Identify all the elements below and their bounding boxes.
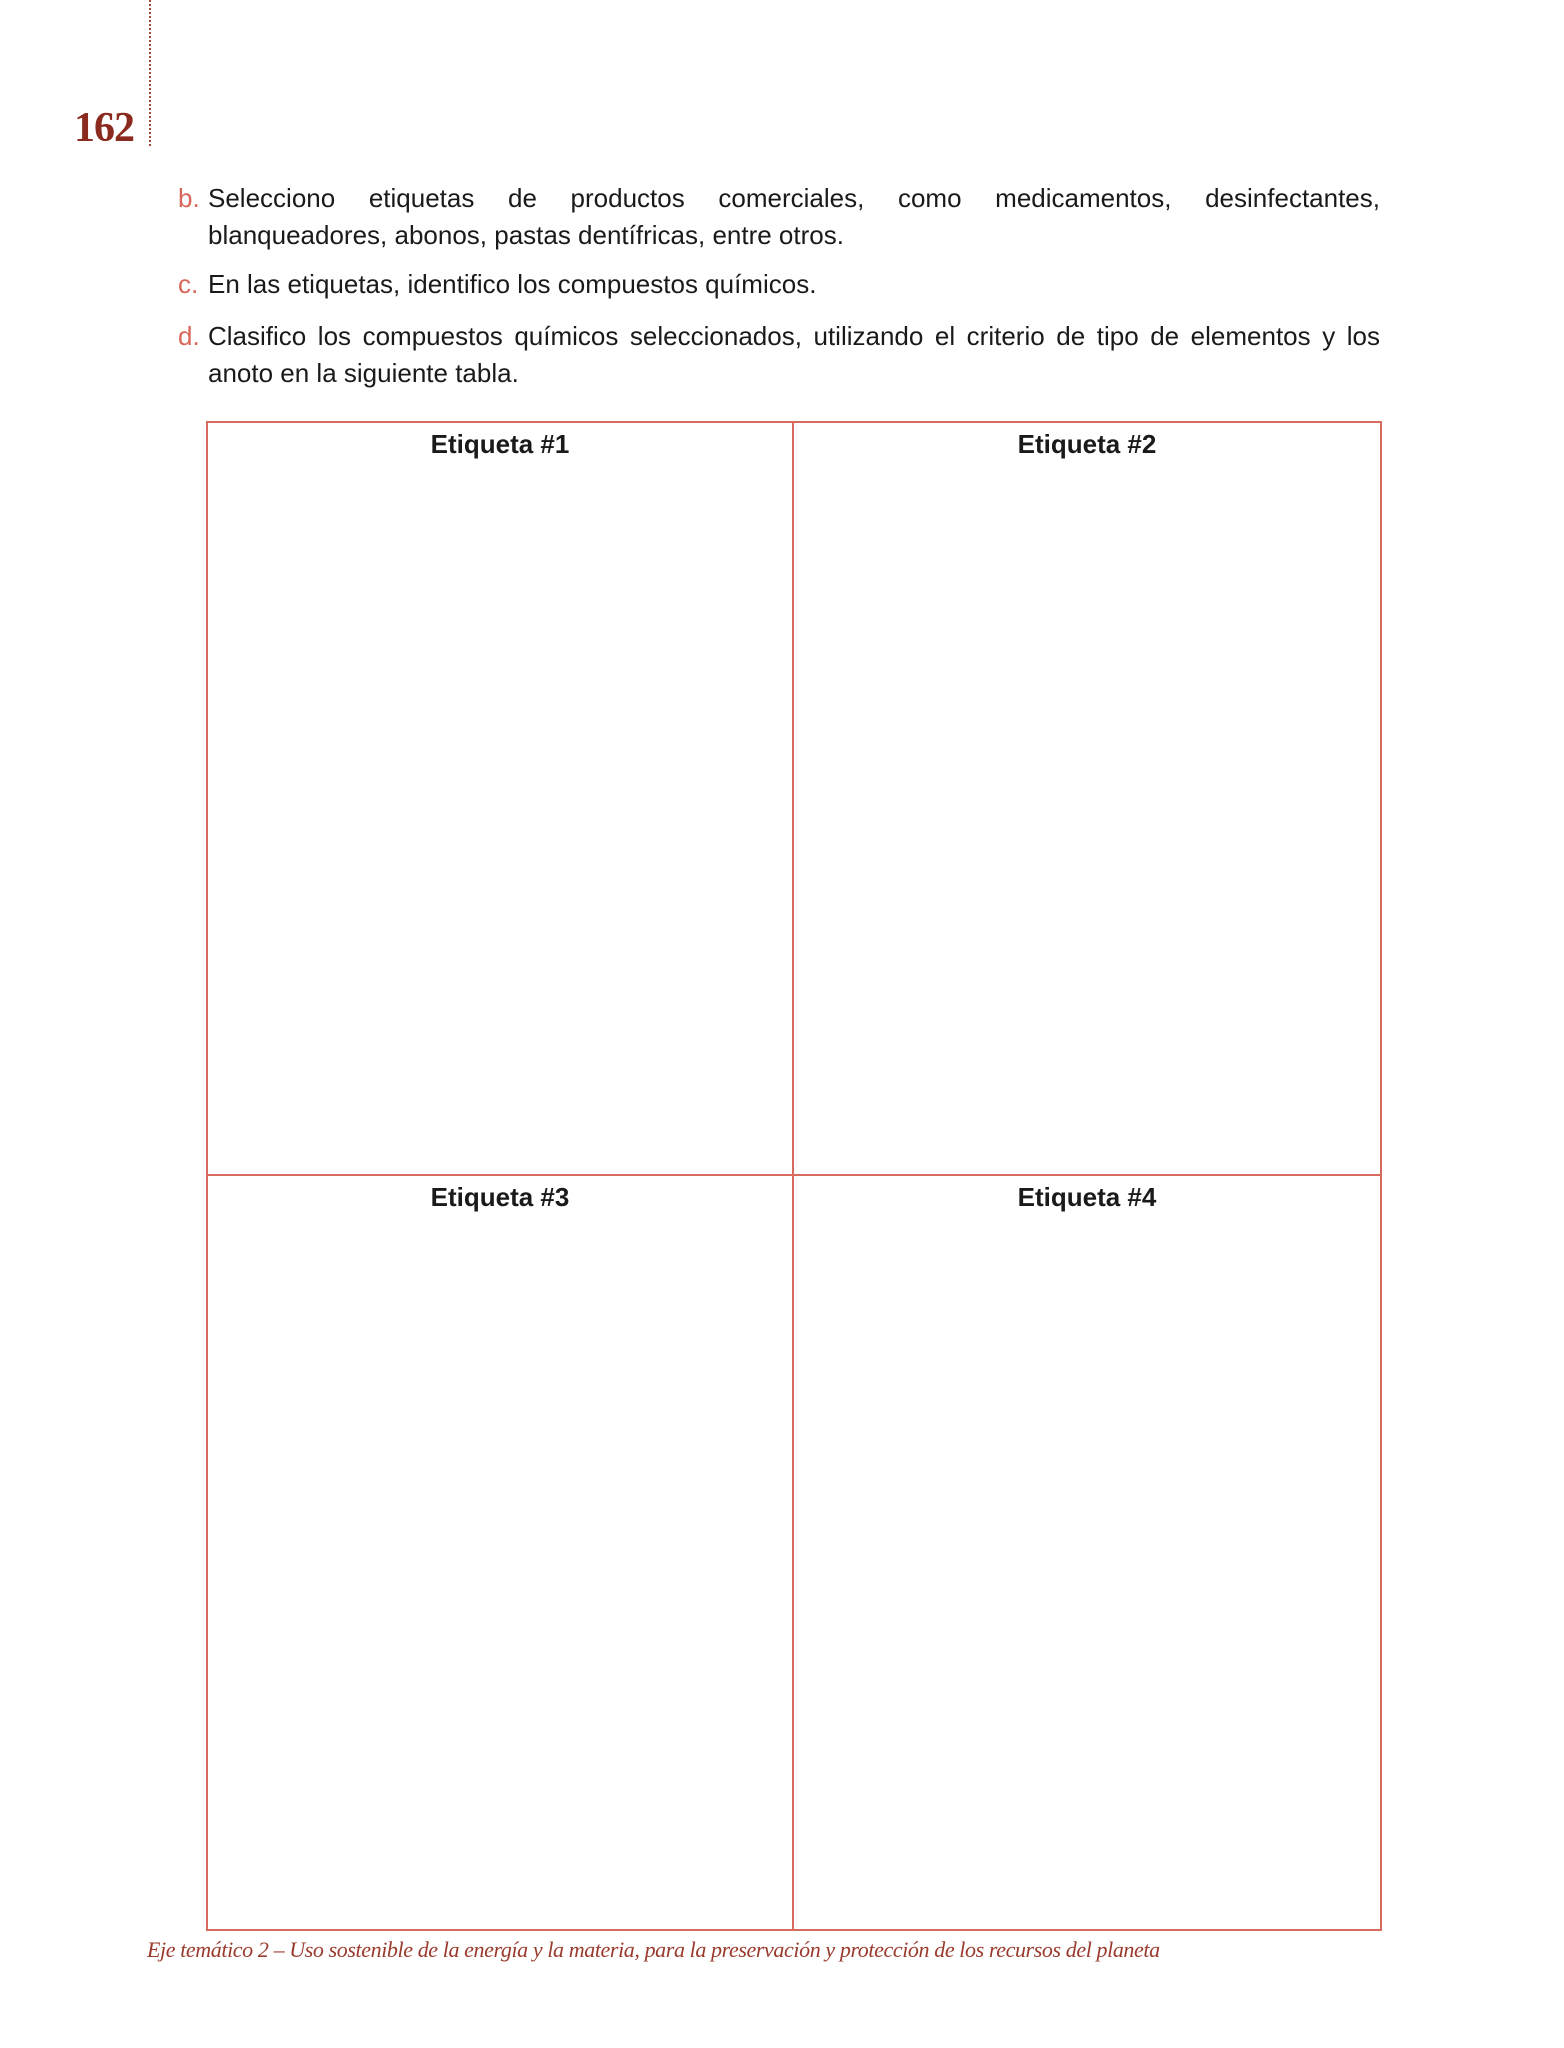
item-text: En las etiquetas, identifico los compuestos químicos. xyxy=(208,269,817,299)
item-label: d. xyxy=(178,321,200,351)
cell-heading: Etiqueta #2 xyxy=(1017,429,1157,459)
page-number: 162 xyxy=(74,105,134,151)
instruction-d xyxy=(178,318,1380,392)
cell-heading: Etiqueta #3 xyxy=(430,1182,570,1212)
table-cell-etiqueta-2[interactable] xyxy=(794,423,1380,1176)
instruction-b xyxy=(178,180,1380,254)
item-label: c. xyxy=(178,269,199,299)
item-label: b. xyxy=(178,183,200,213)
item-text: Clasifico los compuestos químicos seleccionados, utilizando el criterio de tipo de elementos y los anoto en la siguiente tabla. xyxy=(208,321,1380,388)
table-cell-etiqueta-3[interactable] xyxy=(208,1176,794,1929)
label-table xyxy=(206,421,1382,1931)
table-cell-etiqueta-1[interactable] xyxy=(208,423,794,1176)
page-footer: Eje temático 2 – Uso sostenible de la energía y la materia, para la preservación y protección de los recursos del planeta xyxy=(147,1937,1160,1962)
cell-heading: Etiqueta #1 xyxy=(430,429,570,459)
margin-dotted-rule xyxy=(149,0,151,146)
item-text: Selecciono etiquetas de productos comerciales, como medicamentos, desinfectantes, blanqueadores, abonos, pastas dentífricas, entre otros. xyxy=(208,183,1380,250)
instruction-c xyxy=(178,266,1380,303)
cell-heading: Etiqueta #4 xyxy=(1017,1182,1157,1212)
table-cell-etiqueta-4[interactable] xyxy=(794,1176,1380,1929)
